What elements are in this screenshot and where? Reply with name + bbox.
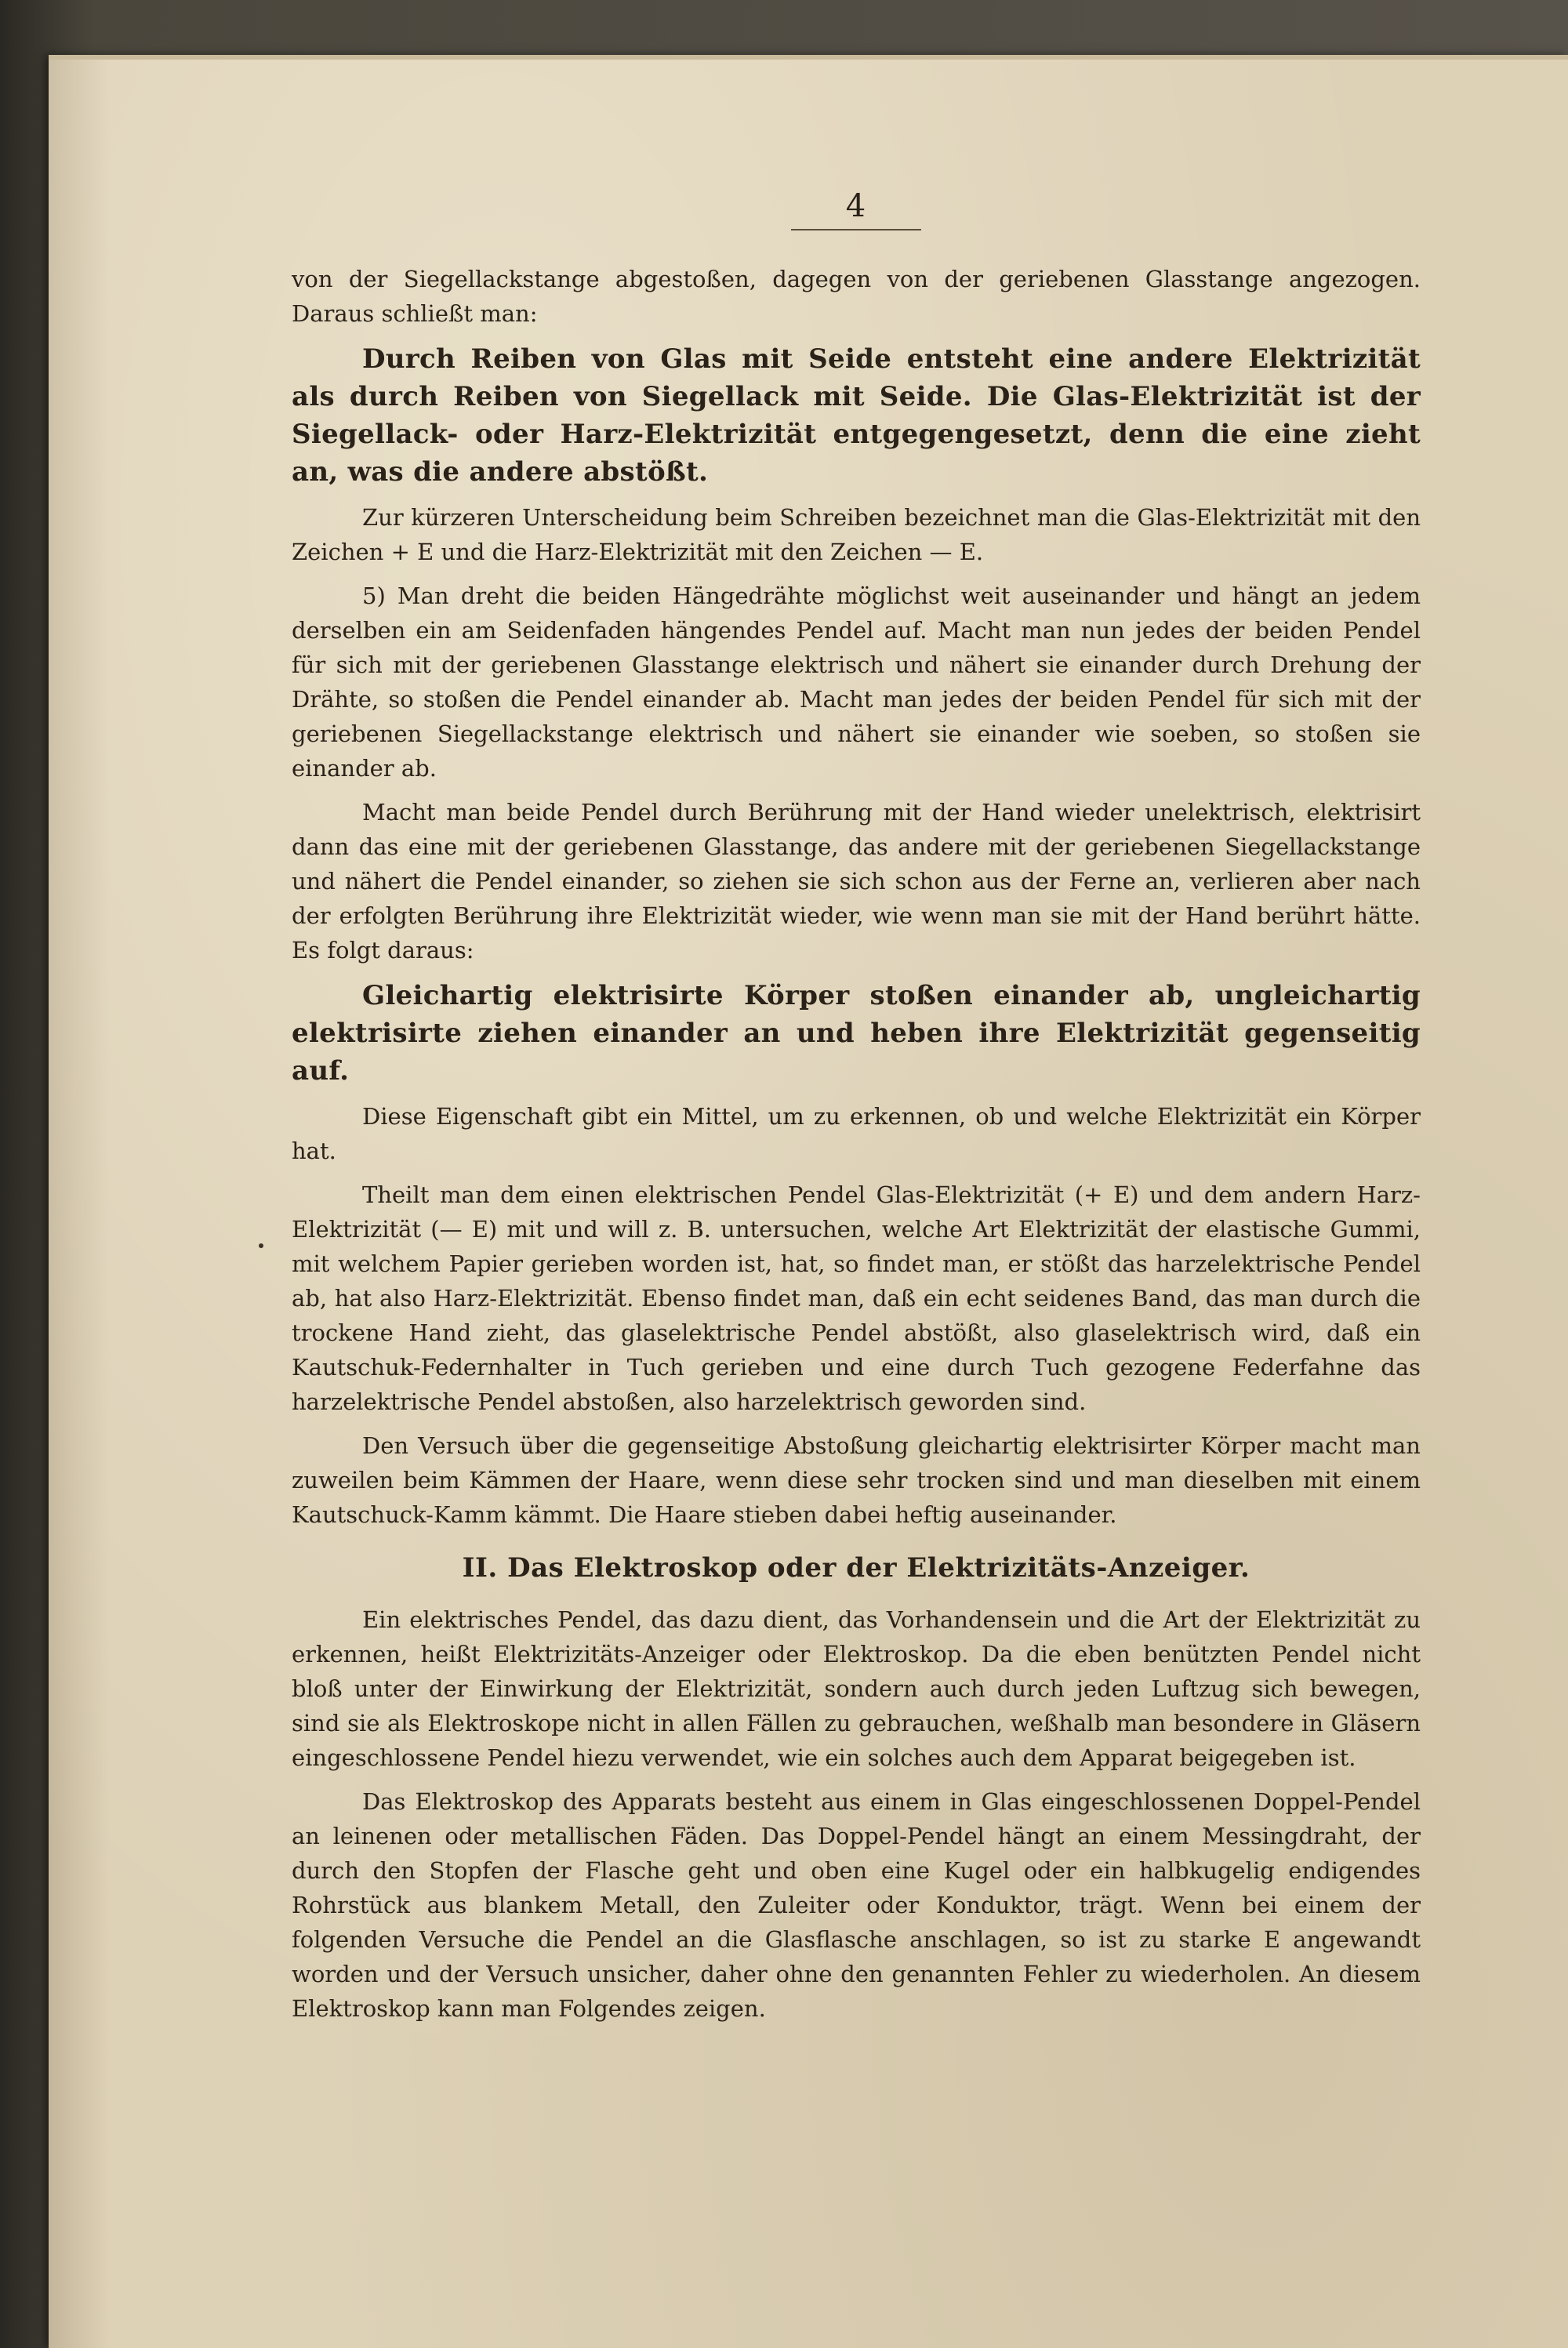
margin-dot <box>259 1243 263 1248</box>
paragraph-3: Zur kürzeren Unterscheidung beim Schreiben bezeichnet man die Glas-Elektrizität mit den Zeichen + E und die Harz-Elektrizität mit den Zeichen — E. <box>292 504 1421 565</box>
paragraph-7: Diese Eigenschaft gibt ein Mittel, um zu erkennen, ob und welche Elektrizität ein Körper hat. <box>292 1103 1421 1164</box>
section-heading: II. Das Elektroskop oder der Elektrizitäts-Anzeiger. <box>462 1552 1250 1584</box>
paragraph-10: Ein elektrisches Pendel, das dazu dient, das Vorhandensein und die Art der Elektrizität zu erkennen, heißt Elektrizitäts-Anzeiger oder Elektroskop. Da die eben benützten Pendel nicht bloß unter der Einwirkung der Elektrizität, sondern auch durch jeden Luftzug sich bewegen, sind sie als Elektroskope nicht in allen Fällen zu gebrauchen, weßhalb man besondere in Gläsern eingeschlossene Pendel hiezu verwendet, wie ein solches auch dem Apparat beigegeben ist. <box>292 1606 1421 1771</box>
paragraph-11: Das Elektroskop des Apparats besteht aus einem in Glas eingeschlossenen Doppel-Pendel an leinenen oder metallischen Fäden. Das Doppel-Pendel hängt an einem Messingdraht, der durch den Stopfen der Flasche geht und oben eine Kugel oder ein halbkugelig endigendes Rohrstück aus blankem Metall, den Zuleiter oder Konduktor, trägt. Wenn bei einem der folgenden Versuche die Pendel an die Glasflasche anschlagen, so ist zu starke E angewandt worden und der Versuch unsicher, daher ohne den genannten Fehler zu wiederholen. An diesem Elektroskop kann man Folgendes zeigen. <box>292 1788 1421 2022</box>
page-number-text: 4 <box>791 188 921 230</box>
paragraph-5: Macht man beide Pendel durch Berührung mit der Hand wieder unelektrisch, elektrisirt dann das eine mit der geriebenen Glasstange, das andere mit der geriebenen Siegellackstange und nähert die Pendel einander, so ziehen sie sich schon aus der Ferne an, verlieren aber nach der erfolgten Berührung ihre Elektrizität wieder, wie wenn man sie mit der Hand berührt hätte. Es folgt daraus: <box>292 799 1421 964</box>
paragraph-8: Theilt man dem einen elektrischen Pendel Glas-Elektrizität (+ E) und dem andern Harz-Elektrizität (— E) mit und will z. B. untersuchen, welche Art Elektrizität der elastische Gummi, mit welchem Papier gerieben worden ist, hat, so findet man, er stößt das harzelektrische Pendel ab, hat also Harz-Elektrizität. Ebenso findet man, daß ein echt seidenes Band, das man durch die trockene Hand zieht, das glaselektrische Pendel abstößt, also glaselektrisch wird, daß ein Kautschuk-Federnhalter in Tuch gerieben und eine durch Tuch gezogene Federfahne das harzelektrische Pendel abstoßen, also harzelektrisch geworden sind. <box>292 1181 1421 1415</box>
page-top-edge <box>49 55 1568 60</box>
paragraph-4: 5) Man dreht die beiden Hängedrähte möglichst weit auseinander und hängt an jedem derselben ein am Seidenfaden hängendes Pendel auf. Macht man nun jedes der beiden Pendel für sich mit der geriebenen Glasstange elektrisch und nähert sie einander durch Drehung der Drähte, so stoßen die Pendel einander ab. Macht man jedes der beiden Pendel für sich mit der geriebenen Siegellackstange elektrisch und nähert sie einander wie soeben, so stoßen sie einander ab. <box>292 582 1421 782</box>
paragraph-9: Den Versuch über die gegenseitige Abstoßung gleichartig elektrisirter Körper macht man zuweilen beim Kämmen der Haare, wenn diese sehr trocken sind und man dieselben mit einem Kautschuck-Kamm kämmt. Die Haare stieben dabei heftig auseinander. <box>292 1432 1421 1528</box>
page-number <box>292 188 1421 230</box>
paragraph-1: von der Siegellackstange abgestoßen, dagegen von der geriebenen Glasstange angezogen. Daraus schließt man: <box>292 266 1421 327</box>
bold-statement-1: Durch Reiben von Glas mit Seide entsteht eine andere Elektrizität als durch Reiben von Siegellack mit Seide. Die Glas-Elektrizität ist der Siegellack- oder Harz-Elektrizität entgegengesetzt, denn die eine zieht an, was die andere abstößt. <box>292 343 1421 488</box>
bold-statement-2: Gleichartig elektrisirte Körper stoßen einander ab, ungleichartig elektrisirte ziehen einander an und heben ihre Elektrizität gegenseitig auf. <box>292 980 1421 1087</box>
page-content <box>292 188 1421 2035</box>
